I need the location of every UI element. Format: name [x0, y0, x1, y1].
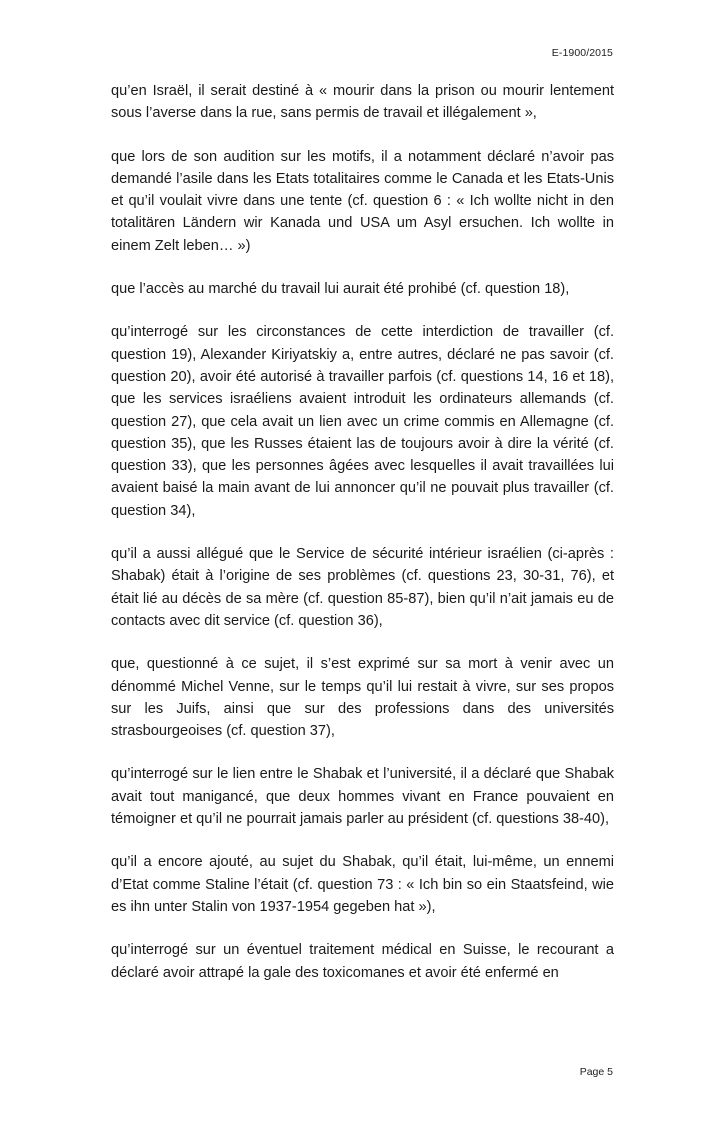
paragraph: qu’en Israël, il serait destiné à « mourir dans la prison ou mourir lentement sous l’averse dans la rue, sans permis de travail et illégalement »,: [111, 83, 614, 122]
page-number: Page 5: [579, 1066, 613, 1078]
case-reference: E-1900/2015: [551, 47, 613, 59]
paragraph: que lors de son audition sur les motifs, il a notamment déclaré n’avoir pas demandé l’asile dans les Etats totalitaires comme le Canada et les Etats-Unis et qu’il voulait vivre dans une tente (cf. question 6 : « Ich wollte nicht in den totalitären Ländern wir Kanada und USA um Asyl ersuchen. Ich wollte in einem Zelt leben… »): [111, 148, 614, 254]
paragraph: qu’interrogé sur les circonstances de cette interdiction de travailler (cf. question 19), Alexander Kiriyatskiy a, entre autres, déclaré ne pas savoir (cf. question 20), avoir été autorisé à travailler parfois (cf. questions 14, 16 et 18), que les services israéliens avaient introduit les ordinateurs allemands (cf. question 27), que cela avait un lien avec un crime commis en Allemagne (cf. question 35), que les Russes étaient las de toujours avoir à dire la vérité (cf. question 33), que les personnes âgées avec lesquelles il avait travaillées lui avaient baisé la main avant de lui annoncer qu’il ne pouvait plus travailler (cf. question 34),: [111, 324, 614, 519]
paragraph: qu’interrogé sur un éventuel traitement médical en Suisse, le recourant a déclaré avoir attrapé la gale des toxicomanes et avoir été enfermé en: [111, 942, 614, 981]
paragraph: qu’il a encore ajouté, au sujet du Shabak, qu’il était, lui-même, un ennemi d’Etat comme Staline l’était (cf. question 73 : « Ich bin so ein Staatsfeind, wie es ihn unter Stalin von 1937-1954 gegeben hat »),: [111, 854, 614, 915]
paragraph: que l’accès au marché du travail lui aurait été prohibé (cf. question 18),: [111, 281, 570, 298]
paragraph: qu’interrogé sur le lien entre le Shabak et l’université, il a déclaré que Shabak avait tout manigancé, que deux hommes vivant en France pouvaient en témoigner et qu’il ne pourrait jamais parler au président (cf. questions 38-40),: [111, 766, 614, 828]
paragraph: que, questionné à ce sujet, il s’est exprimé sur sa mort à venir avec un dénommé Michel Venne, sur le temps qu’il lui restait à vivre, sur ses propos sur les Juifs, ainsi que sur des professions dans des universités strasbourgeoises (cf. question 37),: [111, 656, 614, 740]
document-body: [111, 80, 614, 1005]
paragraph: qu’il a aussi allégué que le Service de sécurité intérieur israélien (ci-après : Shabak) était à l’origine de ses problèmes (cf. questions 23, 30-31, 76), et était lié au décès de sa mère (cf. question 85-87), bien qu’il n’ait jamais eu de contacts avec dit service (cf. question 36),: [111, 546, 614, 629]
